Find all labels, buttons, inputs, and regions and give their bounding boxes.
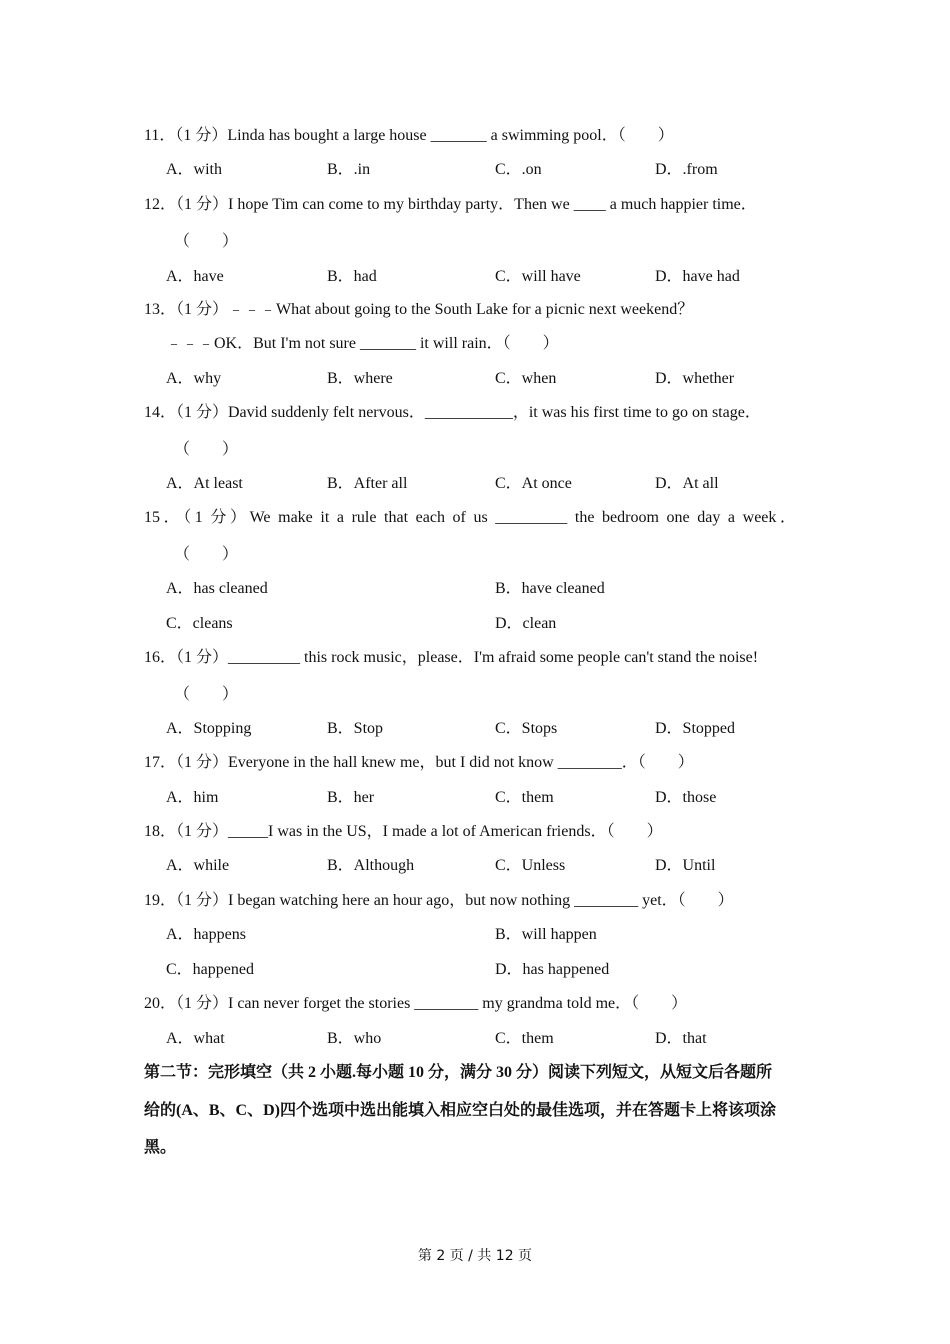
question-18-option-a: A．while <box>166 857 230 874</box>
question-17-option-a: A．him <box>166 789 219 806</box>
question-14-stem: 14．（1 分）David suddenly felt nervous．___________，it was his first time to go on stage． <box>144 404 761 421</box>
section-heading-line-1: 第二节：完形填空（共 2 小题.每小题 10 分，满分 30 分）阅读下列短文，从短文后各题所 <box>144 1064 773 1081</box>
question-18-option-b: B．Although <box>327 857 415 874</box>
question-11-option-b: B．.in <box>327 161 371 178</box>
question-20-stem: 20．（1 分）I can never forget the stories ________ my grandma told me．（ ） <box>144 995 688 1012</box>
question-20-option-b: B．who <box>327 1030 382 1047</box>
question-13-option-c: C．when <box>495 370 557 387</box>
question-16-option-c: C．Stops <box>495 720 558 737</box>
question-13-option-d: D．whether <box>655 370 735 387</box>
question-12-option-a: A．have <box>166 268 224 285</box>
question-12-option-b: B．had <box>327 268 377 285</box>
question-17-option-d: D．those <box>655 789 717 806</box>
question-13-option-a: A．why <box>166 370 222 387</box>
question-12-option-d: D．have had <box>655 268 740 285</box>
question-19-option-d: D．has happened <box>495 961 610 978</box>
question-11-stem: 11．（1 分）Linda has bought a large house _______ a swimming pool．（ ） <box>144 127 674 144</box>
question-12-answer-paren: （ ） <box>174 233 239 250</box>
question-14-option-d: D．At all <box>655 475 719 492</box>
question-16-stem: 16．（1 分）_________ this rock music，please．I'm afraid some people can't stand the noise! <box>144 649 759 666</box>
question-13-option-b: B．where <box>327 370 393 387</box>
question-14-option-c: C．At once <box>495 475 572 492</box>
question-20-option-d: D．that <box>655 1030 707 1047</box>
question-17-option-b: B．her <box>327 789 375 806</box>
question-11-option-a: A．with <box>166 161 223 178</box>
question-15-option-d: D．clean <box>495 615 557 632</box>
question-12-option-c: C．will have <box>495 268 581 285</box>
question-18-option-d: D．Until <box>655 857 716 874</box>
question-18-stem: 18．（1 分）_____I was in the US，I made a lot of American friends．（ ） <box>144 823 663 840</box>
page-footer: 第 2 页 / 共 12 页 <box>417 1248 533 1264</box>
question-19-option-c: C．happened <box>166 961 254 978</box>
question-15-stem: 15．（1 分）We make it a rule that each of us _________ the bedroom one day a week． <box>144 509 796 526</box>
question-15-option-a: A．has cleaned <box>166 580 268 597</box>
question-14-option-a: A．At least <box>166 475 243 492</box>
question-17-stem: 17．（1 分）Everyone in the hall knew me，but I did not know ________．（ ） <box>144 754 694 771</box>
question-15-option-c: C．cleans <box>166 615 233 632</box>
question-16-answer-paren: （ ） <box>174 686 239 703</box>
question-16-option-d: D．Stopped <box>655 720 736 737</box>
question-16-option-a: A．Stopping <box>166 720 252 737</box>
question-20-option-c: C．them <box>495 1030 554 1047</box>
section-heading-line-3: 黑。 <box>144 1139 177 1156</box>
question-15-option-b: B．have cleaned <box>495 580 605 597</box>
question-19-option-a: A．happens <box>166 926 246 943</box>
question-13-stem-continued: ﹣﹣﹣OK．But I'm not sure _______ it will rain．（ ） <box>166 335 559 352</box>
question-16-option-b: B．Stop <box>327 720 384 737</box>
question-14-answer-paren: （ ） <box>174 441 239 458</box>
question-18-option-c: C．Unless <box>495 857 566 874</box>
question-11-option-c: C．.on <box>495 161 542 178</box>
section-heading-line-2: 给的(A、B、C、D)四个选项中选出能填入相应空白处的最佳选项，并在答题卡上将该项涂 <box>144 1102 776 1119</box>
question-19-option-b: B．will happen <box>495 926 597 943</box>
question-14-option-b: B．After all <box>327 475 408 492</box>
question-13-stem: 13．（1 分）﹣﹣﹣What about going to the South Lake for a picnic next weekend？ <box>144 301 694 318</box>
question-12-stem: 12．（1 分）I hope Tim can come to my birthday party．Then we ____ a much happier time． <box>144 196 757 213</box>
question-19-stem: 19．（1 分）I began watching here an hour ago，but now nothing ________ yet．（ ） <box>144 892 734 909</box>
question-11-option-d: D．.from <box>655 161 718 178</box>
question-17-option-c: C．them <box>495 789 554 806</box>
question-15-answer-paren: （ ） <box>174 546 239 563</box>
question-20-option-a: A．what <box>166 1030 225 1047</box>
